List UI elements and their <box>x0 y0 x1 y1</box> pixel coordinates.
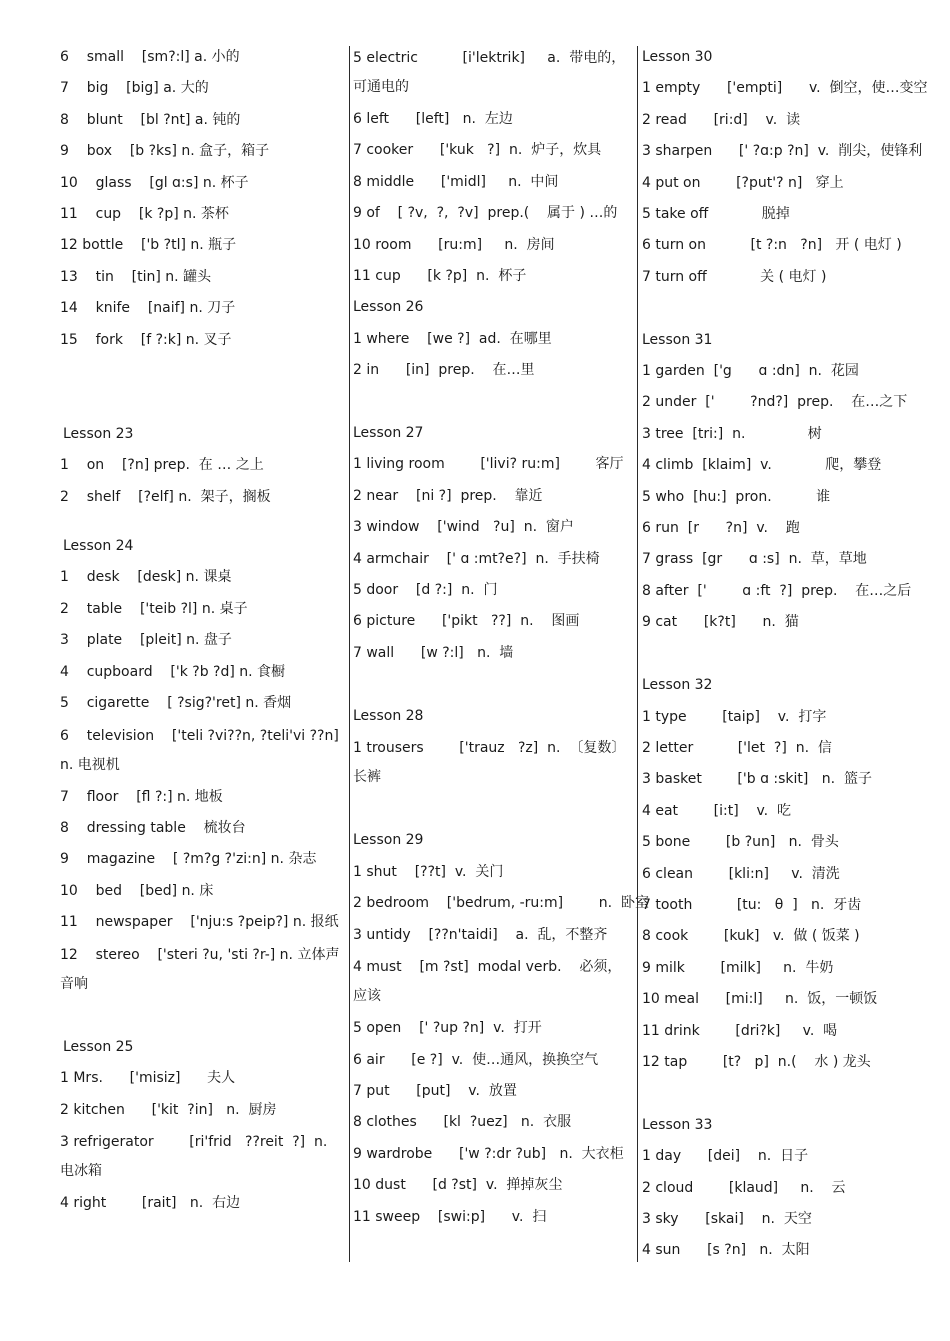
vocab-entry: 3 refrigerator [ri'frid ??reit ?] n. 电冰箱 <box>60 1134 337 1180</box>
vocab-entry: 7 cooker ['kuk ?] n. 炉子，炊具 <box>353 142 602 159</box>
vocab-entry: 6 small [sm?:l] a. 小的 <box>60 49 240 65</box>
vocab-entry: 2 in [in] prep. 在…里 <box>353 362 535 379</box>
vocab-entry: 7 tooth [tu: θ ] n. 牙齿 <box>642 896 862 913</box>
vocab-entry: 3 untidy [??n'taidi] a. 乱，不整齐 <box>353 926 608 943</box>
vocab-entry: 2 near [ni ?] prep. 靠近 <box>353 487 543 504</box>
vocab-entry: 7 turn off 关 ( 电灯 ) <box>642 268 827 285</box>
column-1 <box>60 42 344 1220</box>
vocab-entry: 2 shelf [?elf] n. 架子，搁板 <box>60 488 271 505</box>
vocab-entry: 1 day [dei] n. 日子 <box>642 1148 809 1165</box>
lesson-heading-24: Lesson 24 <box>63 538 134 555</box>
vocab-entry: 7 wall [w ?:l] n. 墙 <box>353 644 514 661</box>
vocab-entry: 4 climb [klaim] v. 爬，攀登 <box>642 457 882 474</box>
vocab-entry: 5 open [' ?up ?n] v. 打开 <box>353 1020 542 1037</box>
vocab-entry: 8 middle ['midl] n. 中间 <box>353 173 559 190</box>
lesson-heading-31: Lesson 31 <box>642 331 713 348</box>
vocab-entry: 11 cup [k ?p] n. 茶杯 <box>60 206 229 223</box>
vocab-entry: 10 meal [mi:l] n. 饭，一顿饭 <box>642 991 878 1008</box>
lesson-heading-26: Lesson 26 <box>353 299 424 316</box>
vocab-entry: 5 bone [b ?un] n. 骨头 <box>642 834 839 851</box>
vocab-entry: 1 desk [desk] n. 课桌 <box>60 569 232 586</box>
vocab-entry: 10 glass [gl ɑ:s] n. 杯子 <box>60 174 249 191</box>
vocab-entry: 1 on [?n] prep. 在 … 之上 <box>60 457 264 474</box>
vocab-entry: 4 sun [s ?n] n. 太阳 <box>642 1242 810 1259</box>
vocab-entry: 12 bottle ['b ?tl] n. 瓶子 <box>60 237 237 254</box>
vocab-entry: 7 put [put] v. 放置 <box>353 1082 517 1099</box>
vocab-entry: 11 cup [k ?p] n. 杯子 <box>353 268 527 285</box>
lesson-heading-23: Lesson 23 <box>63 425 134 442</box>
lesson-heading-28: Lesson 28 <box>353 707 424 724</box>
vocab-entry: 8 blunt [bl ?nt] a. 钝的 <box>60 111 241 128</box>
vocab-entry: 6 picture ['pikt ??] n. 图画 <box>353 613 580 630</box>
vocab-entry: 5 who [hu:] pron. 谁 <box>642 488 831 505</box>
vocab-entry: 2 table ['teib ?l] n. 桌子 <box>60 600 248 617</box>
vocab-entry: 7 grass [gr ɑ :s] n. 草，草地 <box>642 551 867 568</box>
lesson-heading-27: Lesson 27 <box>353 425 424 442</box>
vocab-entry: 1 empty ['empti] v. 倒空，使…变空 <box>642 80 928 97</box>
vocab-entry: 1 shut [??t] v. 关门 <box>353 863 504 880</box>
vocab-entry: 3 window ['wind ?u] n. 窗户 <box>353 519 574 536</box>
vocab-entry: 6 left [left] n. 左边 <box>353 111 513 127</box>
column-2 <box>353 42 649 1233</box>
vocab-entry: 3 tree [tri:] n. 树 <box>642 425 822 442</box>
vocab-entry: 11 drink [dri?k] v. 喝 <box>642 1022 838 1039</box>
vocab-entry: 6 turn on [t ?:n ?n] 开 ( 电灯 ) <box>642 237 902 254</box>
vocab-entry: 5 door [d ?:] n. 门 <box>353 582 498 599</box>
vocab-entry: 4 cupboard ['k ?b ?d] n. 食橱 <box>60 663 286 680</box>
vocab-entry: 6 air [e ?] v. 使…通风，换换空气 <box>353 1051 599 1068</box>
vocab-entry: 11 newspaper ['nju:s ?peip?] n. 报纸 <box>60 914 339 931</box>
vocab-entry: 4 armchair [' ɑ :mt?e?] n. 手扶椅 <box>353 550 600 567</box>
lesson-heading-29: Lesson 29 <box>353 832 424 849</box>
vocab-entry: 8 dressing table 梳妆台 <box>60 819 246 836</box>
vocab-entry: 2 bedroom ['bedrum, -ru:m] n. 卧室 <box>353 895 649 912</box>
column-divider-right <box>637 46 638 1262</box>
vocab-entry: 9 cat [k?t] n. 猫 <box>642 614 799 631</box>
vocab-entry: 9 of [ ?v, ?, ?v] prep.( 属于 ) …的 <box>353 205 618 222</box>
vocab-entry: 1 where [we ?] ad. 在哪里 <box>353 330 552 347</box>
vocab-entry: 2 under [' ?nd?] prep. 在…之下 <box>642 394 908 411</box>
vocab-entry: 5 take off 脱掉 <box>642 206 790 223</box>
vocab-entry: 1 living room ['livi? ru:m] 客厅 <box>353 456 624 473</box>
vocab-entry: 14 knife [naif] n. 刀子 <box>60 300 236 317</box>
vocab-entry: 10 dust [d ?st] v. 掸掉灰尘 <box>353 1177 563 1194</box>
vocab-entry: 6 television ['teli ?vi??n, ?teli'vi ??n] n. 电视机 <box>60 727 344 773</box>
vocab-entry: 6 clean [kli:n] v. 清洗 <box>642 865 840 882</box>
vocab-entry: 1 garden ['g ɑ :dn] n. 花园 <box>642 363 859 380</box>
vocab-entry: 2 kitchen ['kit ?in] n. 厨房 <box>60 1101 277 1118</box>
vocab-entry: 5 electric [i'lektrik] a. 带电的，可通电的 <box>353 50 626 95</box>
vocab-entry: 15 fork [f ?:k] n. 叉子 <box>60 331 232 348</box>
vocab-entry: 10 room [ru:m] n. 房间 <box>353 236 555 253</box>
vocab-entry: 4 eat [i:t] v. 吃 <box>642 802 792 819</box>
lesson-heading-25: Lesson 25 <box>63 1038 134 1055</box>
lesson-heading-30: Lesson 30 <box>642 49 713 65</box>
vocab-entry: 11 sweep [swi:p] v. 扫 <box>353 1208 547 1225</box>
column-divider-left <box>349 46 350 1262</box>
vocab-entry: 3 sky [skai] n. 天空 <box>642 1210 812 1227</box>
vocab-entry: 3 sharpen [' ?ɑ:p ?n] v. 削尖，使锋利 <box>642 143 923 160</box>
vocab-entry: 4 right [rait] n. 右边 <box>60 1195 241 1212</box>
vocab-entry: 7 big [big] a. 大的 <box>60 80 209 97</box>
vocab-entry: 12 tap [t? p] n.( 水 ) 龙头 <box>642 1053 871 1070</box>
vocab-entry: 8 clothes [kl ?uez] n. 衣服 <box>353 1114 572 1131</box>
lesson-heading-32: Lesson 32 <box>642 677 713 694</box>
vocab-entry: 1 type [taip] v. 打字 <box>642 708 827 725</box>
vocab-entry: 1 trousers ['trauz ?z] n. 〔复数〕长裤 <box>353 740 626 786</box>
vocab-entry: 3 plate [pleit] n. 盘子 <box>60 632 232 649</box>
vocab-entry: 9 magazine [ ?m?g ?'zi:n] n. 杂志 <box>60 851 317 868</box>
column-3 <box>642 42 942 1267</box>
vocab-entry: 13 tin [tin] n. 罐头 <box>60 268 212 285</box>
vocab-entry: 9 wardrobe ['w ?:dr ?ub] n. 大衣柜 <box>353 1145 624 1162</box>
vocab-entry: 1 Mrs. ['misiz] 夫人 <box>60 1070 236 1087</box>
vocab-entry: 8 after [' ɑ :ft ?] prep. 在…之后 <box>642 582 912 599</box>
vocab-entry: 8 cook [kuk] v. 做 ( 饭菜 ) <box>642 928 860 945</box>
vocab-entry: 10 bed [bed] n. 床 <box>60 882 214 899</box>
vocab-entry: 2 cloud [klaud] n. 云 <box>642 1179 846 1196</box>
vocab-block-lesson22-tail <box>60 42 340 356</box>
vocab-entry: 9 box [b ?ks] n. 盒子，箱子 <box>60 143 270 160</box>
vocab-entry: 6 run [r ?n] v. 跑 <box>642 520 800 537</box>
vocab-entry: 2 letter ['let ?] n. 信 <box>642 739 832 756</box>
vocab-entry: 5 cigarette [ ?sig?'ret] n. 香烟 <box>60 695 292 712</box>
lesson-heading-33: Lesson 33 <box>642 1116 713 1133</box>
vocab-entry: 3 basket ['b ɑ :skit] n. 篮子 <box>642 771 872 788</box>
vocab-entry: 7 floor [fl ?:] n. 地板 <box>60 788 223 805</box>
vocab-entry: 4 must [m ?st] modal verb. 必须，应该 <box>353 959 622 1005</box>
vocab-entry: 12 stereo ['steri ?u, 'sti ?r-] n. 立体声音响 <box>60 946 340 992</box>
vocab-entry: 9 milk [milk] n. 牛奶 <box>642 959 834 976</box>
vocab-entry: 2 read [ri:d] v. 读 <box>642 111 801 128</box>
vocab-entry: 4 put on [?put'? n] 穿上 <box>642 174 844 191</box>
